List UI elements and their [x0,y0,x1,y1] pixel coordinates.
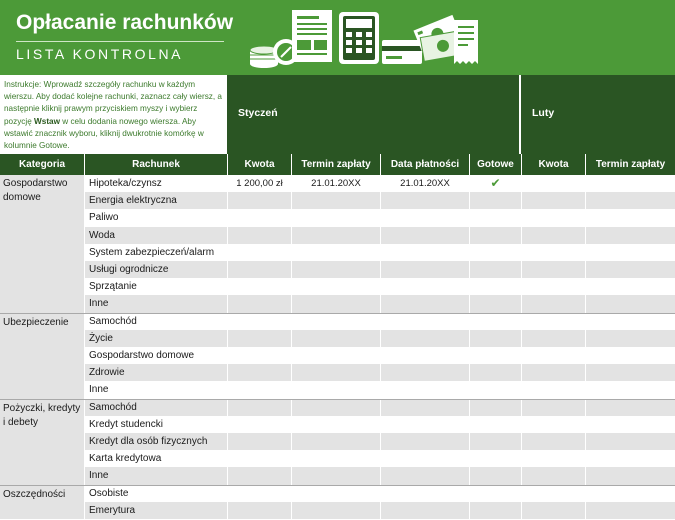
paid-date-cell[interactable] [380,485,469,502]
due-date-feb-cell[interactable] [585,227,675,244]
due-date-feb-cell[interactable] [585,278,675,295]
due-date-feb-cell[interactable] [585,467,675,484]
bill-name-cell[interactable]: Kredyt dla osób fizycznych [84,433,227,450]
due-date-feb-cell[interactable] [585,485,675,502]
amount-feb-cell[interactable] [521,467,585,484]
paid-date-cell[interactable] [380,502,469,519]
due-date-feb-cell[interactable] [585,175,675,192]
due-date-cell[interactable]: 21.01.20XX [291,175,380,192]
done-cell[interactable] [469,502,521,519]
table-row[interactable] [0,450,675,467]
due-date-cell[interactable] [291,433,380,450]
paid-date-cell[interactable] [380,433,469,450]
bill-name-cell[interactable]: Inne [84,467,227,484]
paid-date-cell[interactable] [380,381,469,398]
done-cell[interactable] [469,227,521,244]
bill-name-cell[interactable]: Zdrowie [84,364,227,381]
category-cell[interactable]: Pożyczki, kredyty i debety [0,399,84,485]
paid-date-cell[interactable] [380,347,469,364]
amount-feb-cell[interactable] [521,244,585,261]
bill-name-cell[interactable]: Kredyt studencki [84,416,227,433]
bill-name-cell[interactable]: Paliwo [84,209,227,226]
amount-cell[interactable] [227,399,291,416]
done-cell[interactable] [469,381,521,398]
done-cell[interactable] [469,261,521,278]
paid-date-cell[interactable]: 21.01.20XX [380,175,469,192]
category-cell[interactable]: Oszczędności [0,485,84,519]
done-cell[interactable] [469,244,521,261]
amount-cell[interactable] [227,330,291,347]
due-date-cell[interactable] [291,330,380,347]
done-cell[interactable] [469,175,521,192]
amount-feb-cell[interactable] [521,209,585,226]
category-divider [84,313,675,314]
amount-feb-cell[interactable] [521,278,585,295]
bill-name-cell[interactable]: Inne [84,381,227,398]
due-date-feb-cell[interactable] [585,261,675,278]
bill-name-cell[interactable]: Energia elektryczna [84,192,227,209]
paid-date-cell[interactable] [380,416,469,433]
column-header-due-date[interactable]: Termin zapłaty [291,154,380,175]
due-date-feb-cell[interactable] [585,364,675,381]
amount-feb-cell[interactable] [521,450,585,467]
amount-cell[interactable] [227,381,291,398]
bills-illustration-icon [246,6,486,72]
column-header-bill[interactable]: Rachunek [84,154,227,175]
amount-cell[interactable] [227,433,291,450]
amount-cell[interactable] [227,364,291,381]
done-cell[interactable] [469,278,521,295]
amount-feb-cell[interactable] [521,485,585,502]
due-date-cell[interactable] [291,261,380,278]
table-row[interactable] [0,175,675,192]
credit-card-icon [382,40,422,64]
amount-cell[interactable] [227,502,291,519]
amount-cell[interactable] [227,244,291,261]
bill-name-cell[interactable]: Hipoteka/czynsz [84,175,227,192]
amount-cell[interactable] [227,450,291,467]
table-row[interactable] [0,278,675,295]
amount-feb-cell[interactable] [521,261,585,278]
due-date-cell[interactable] [291,313,380,330]
category-cell[interactable]: Ubezpieczenie [0,313,84,399]
due-date-cell[interactable] [291,244,380,261]
done-cell[interactable] [469,416,521,433]
paid-date-cell[interactable] [380,330,469,347]
done-cell[interactable] [469,295,521,312]
page-title: Opłacanie rachunków [16,11,234,34]
table-row[interactable] [0,295,675,312]
receipt-icon [454,20,478,64]
amount-cell[interactable] [227,209,291,226]
table-row[interactable] [0,399,675,416]
amount-feb-cell[interactable] [521,416,585,433]
due-date-feb-cell[interactable] [585,399,675,416]
paid-date-cell[interactable] [380,261,469,278]
amount-feb-cell[interactable] [521,227,585,244]
bill-name-cell[interactable]: Samochód [84,399,227,416]
paid-date-cell[interactable] [380,313,469,330]
column-header-amount-feb[interactable]: Kwota [521,154,585,175]
bill-name-cell[interactable]: Inne [84,295,227,312]
bill-name-cell[interactable]: Sprzątanie [84,278,227,295]
bill-name-cell[interactable]: System zabezpieczeń/alarm [84,244,227,261]
page-subtitle: LISTA KONTROLNA [16,46,184,62]
table-row[interactable] [0,502,675,519]
due-date-cell[interactable] [291,467,380,484]
due-date-feb-cell[interactable] [585,502,675,519]
check-icon: ✔ [490,176,501,190]
amount-feb-cell[interactable] [521,399,585,416]
table-row[interactable] [0,433,675,450]
amount-cell[interactable]: 1 200,00 zł [227,175,291,192]
amount-feb-cell[interactable] [521,433,585,450]
amount-feb-cell[interactable] [521,347,585,364]
amount-feb-cell[interactable] [521,192,585,209]
amount-cell[interactable] [227,227,291,244]
month-header-february: Luty [521,75,675,154]
amount-feb-cell[interactable] [521,295,585,312]
due-date-cell[interactable] [291,450,380,467]
title-banner [0,0,675,75]
amount-cell[interactable] [227,192,291,209]
due-date-cell[interactable] [291,485,380,502]
bill-name-cell[interactable]: Woda [84,227,227,244]
invoice-icon [292,10,332,62]
bill-name-cell[interactable]: Samochód [84,313,227,330]
done-cell[interactable] [469,399,521,416]
bill-name-cell[interactable]: Emerytura [84,502,227,519]
category-divider [84,485,675,486]
title-divider [16,41,224,42]
due-date-feb-cell[interactable] [585,192,675,209]
amount-cell[interactable] [227,467,291,484]
table-row[interactable] [0,467,675,484]
bill-name-cell[interactable]: Karta kredytowa [84,450,227,467]
table-row[interactable] [0,330,675,347]
bill-name-cell[interactable]: Usługi ogrodnicze [84,261,227,278]
due-date-cell[interactable] [291,347,380,364]
column-header-done[interactable]: Gotowe [469,154,521,175]
table-row[interactable] [0,209,675,226]
amount-cell[interactable] [227,313,291,330]
table-row[interactable] [0,364,675,381]
paid-date-cell[interactable] [380,244,469,261]
table-header-row [0,154,675,175]
done-cell[interactable] [469,330,521,347]
due-date-feb-cell[interactable] [585,313,675,330]
due-date-feb-cell[interactable] [585,295,675,312]
done-cell[interactable] [469,450,521,467]
bill-name-cell[interactable]: Życie [84,330,227,347]
paid-date-cell[interactable] [380,227,469,244]
amount-cell[interactable] [227,485,291,502]
done-cell[interactable] [469,485,521,502]
amount-feb-cell[interactable] [521,313,585,330]
amount-cell[interactable] [227,261,291,278]
category-cell[interactable]: Gospodarstwo domowe [0,175,84,313]
due-date-cell[interactable] [291,295,380,312]
bill-name-cell[interactable]: Osobiste [84,485,227,502]
due-date-cell[interactable] [291,278,380,295]
due-date-feb-cell[interactable] [585,244,675,261]
done-cell[interactable] [469,433,521,450]
bills-table [0,175,675,520]
amount-feb-cell[interactable] [521,364,585,381]
done-cell[interactable] [469,364,521,381]
amount-feb-cell[interactable] [521,502,585,519]
due-date-cell[interactable] [291,502,380,519]
paid-date-cell[interactable] [380,209,469,226]
done-cell[interactable] [469,313,521,330]
due-date-cell[interactable] [291,416,380,433]
done-cell[interactable] [469,347,521,364]
done-cell[interactable] [469,467,521,484]
column-header-due-date-feb[interactable]: Termin zapłaty [585,154,675,175]
paid-date-cell[interactable] [380,192,469,209]
table-row[interactable] [0,485,675,502]
due-date-feb-cell[interactable] [585,330,675,347]
amount-feb-cell[interactable] [521,330,585,347]
due-date-feb-cell[interactable] [585,433,675,450]
amount-cell[interactable] [227,347,291,364]
due-date-cell[interactable] [291,399,380,416]
instructions-text: Instrukcje: Wprowadź szczegóły rachunku w każdym wierszu. Aby dodać kolejne rachunki, zaznacz cały wiersz, a następnie kliknij prawym przyciskiem myszy i wybierz pozycję Wstaw w celu dodania nowego wiersza. Aby wstawić znacznik wyboru, kliknij dwukrotnie komórkę w kolumnie Gotowe. [0,75,227,154]
paid-date-cell[interactable] [380,467,469,484]
due-date-cell[interactable] [291,209,380,226]
column-header-category[interactable]: Kategoria [18,159,66,170]
paid-date-cell[interactable] [380,399,469,416]
done-cell[interactable] [469,209,521,226]
amount-cell[interactable] [227,416,291,433]
table-row[interactable] [0,244,675,261]
due-date-feb-cell[interactable] [585,347,675,364]
due-date-feb-cell[interactable] [585,209,675,226]
month-header-january: Styczeń [227,75,519,154]
coins-icon [250,39,299,68]
bill-name-cell[interactable]: Gospodarstwo domowe [84,347,227,364]
column-header-amount[interactable]: Kwota [227,154,291,175]
paid-date-cell[interactable] [380,295,469,312]
category-divider [84,399,675,400]
due-date-feb-cell[interactable] [585,450,675,467]
table-row[interactable] [0,381,675,398]
table-row[interactable] [0,192,675,209]
table-row[interactable] [0,261,675,278]
table-row[interactable] [0,347,675,364]
paid-date-cell[interactable] [380,364,469,381]
due-date-feb-cell[interactable] [585,416,675,433]
table-row[interactable] [0,416,675,433]
paid-date-cell[interactable] [380,278,469,295]
amount-cell[interactable] [227,278,291,295]
paid-date-cell[interactable] [380,450,469,467]
column-header-paid-date[interactable]: Data płatności [380,154,469,175]
table-row[interactable] [0,313,675,330]
due-date-cell[interactable] [291,381,380,398]
due-date-cell[interactable] [291,227,380,244]
table-row[interactable] [0,227,675,244]
due-date-feb-cell[interactable] [585,381,675,398]
calculator-icon [339,12,379,64]
due-date-cell[interactable] [291,364,380,381]
amount-cell[interactable] [227,295,291,312]
amount-feb-cell[interactable] [521,175,585,192]
amount-feb-cell[interactable] [521,381,585,398]
done-cell[interactable] [469,192,521,209]
due-date-cell[interactable] [291,192,380,209]
